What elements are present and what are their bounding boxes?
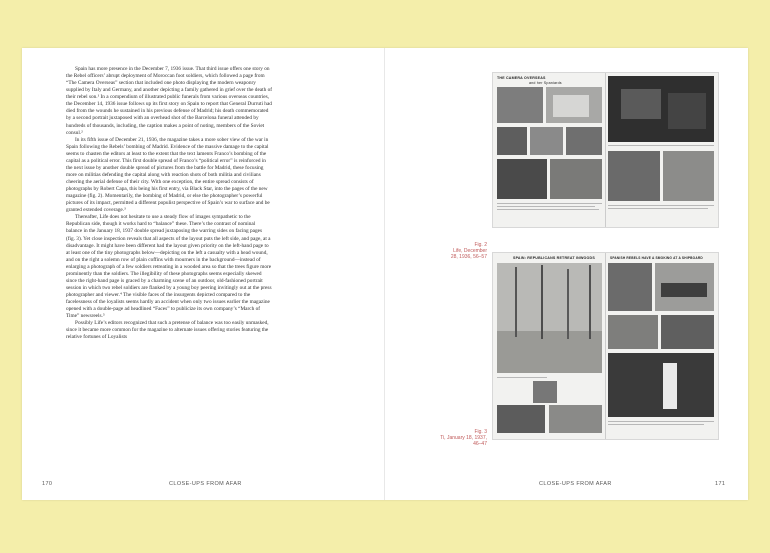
tree-trunk [589,265,591,339]
text-line [497,377,547,378]
tree-trunk [515,267,517,337]
photo-coffins [549,405,602,433]
photo-detail [668,93,706,129]
text-line [497,203,602,204]
fig2-caption-text: Life, December 28, 1936, 56–57 [450,248,487,261]
fig3-magazine-spread [492,252,719,440]
photo [566,127,602,155]
paragraph: Thereafter, Life does not hesitate to use a steady flow of images sympathetic to the Republican side, though it works hard to “balance” these. There’s the contrast of nominal balance in the January 18, 1937 double spread juxtaposing the warring sides on facing pages (fig. 3). Yet close inspection reveals that all aspects of the layout puts the left side, and page, at a disadvantage. It might have been different had the layout given priority on the left-hand page to at least one of the tiny photographs below—depicting on the left a casualty with a head wound, and on the right a solemn row of plain coffins with mourners in the background—instead of enlarging a photograph of a few soldiers retreating in a wooded area so that the trees figure more prominently than the soldiers. The illegibility of these photographs seems especially skewed since the right-hand page is graced by a charming scene of an outdoor, old-fashioned portrait session in which two rebel soldiers are flanked by a young boy peering invitingly out at the press photographer and viewer.⁴ The visible faces of the insurgents depicted compared to the facelessness of the loyalists seems hardly an accident when only two issues earlier the magazine opened with a double-page ad headlined “Faces” to publicize its own company’s “March of Time” newsreels.⁵ [66,214,272,320]
photo [497,87,543,123]
fig3-caption-number: Fig. 3 [474,429,487,435]
book-spread [22,48,748,500]
fig2-left-subtitle: and her Spaniards [529,81,562,85]
photo [608,315,658,349]
photo [530,127,563,155]
photo [550,159,602,199]
photo [533,381,557,403]
photo [497,159,547,199]
photo-portrait-session [608,263,652,311]
body-text [66,66,272,458]
fig2-magazine-spread [492,72,719,228]
photo-woods-ground [497,331,602,373]
photo [661,315,714,349]
running-head-left: CLOSE-UPS FROM AFAR [169,481,242,487]
text-line [608,421,714,422]
tree-trunk [567,269,569,339]
tree-trunk [541,265,543,339]
paragraph: In its fifth issue of December 21, 1936, the magazine takes a more sober view of the war in Spain following the Rebels’ bombing of Madrid. Evidence of the massive damage to the capital seems to chasten the editors at least to the extent that the text laments Franco’s bombing of the capital as a political error. This first double spread of Franco’s “political error” is reinforced in the next issue by another double spread of pictures from the battle for Madrid, these focusing more on militias defending the capital along with reaction shots of both militia and civilians cheering the aerial defense of their city. With one exception, the entire spread consists of photographs by Robert Capa, this being his first entry, via Black Star, into the pages of the new magazine (fig. 2). Momentarily, the bombing of Madrid, or else the photographer’s powerful pictures of its impact, permitted a different populist perspective of Spain’s war to surface and be granted extended coverage.³ [66,136,270,214]
page-number-right: 171 [715,481,726,487]
fig3-caption [435,429,487,448]
text-line [497,209,599,210]
text-line [497,206,595,207]
paragraph: Spain has more presence in the December 7, 1936 issue. That third issue offers one story on the Rebel officers’ abrupt deployment of Moroccan foot soldiers, which followed a page from “The Camera Overseas” section that included one photo displaying the modern weaponry supplied by Italy and Germany, and another depicting a family gathered in grief over the death of their rebel son.¹ In a compendium of illustrated public funerals from various overseas countries, the December 14, 1936 issue follows up its first story on Spain to report that General Durruti had died from the wounds he sustained in his previous defense of Madrid; his death commemorated by a second portrait juxtaposed with an overhead shot of the Barcelona funeral attended by hundreds of thousands, including, the caption makes a point of noting, members of the Soviet consul.² [66,66,272,136]
right-page [385,48,748,500]
fig3-left-title: SPAIN: REPUBLICANS RETREAT INWOODS [513,256,595,260]
fig3-fold [605,253,606,439]
photo [608,151,660,201]
text-line [608,205,714,206]
text-line [608,145,714,146]
text-line [608,208,708,209]
running-head-right: CLOSE-UPS FROM AFAR [539,481,612,487]
photo-figure [663,363,677,409]
fig2-fold [605,73,606,227]
photo-soldiers [608,353,714,417]
text-line [608,424,704,425]
ship-hull [661,283,707,297]
fig3-right-title: SPANISH REBELS HAVE A SMOKING AT A SHIPBOARD [610,256,703,260]
photo-detail [621,89,661,119]
photo [663,151,714,201]
fig2-caption-number: Fig. 2 [474,242,487,248]
photo [497,127,527,155]
fig2-caption [447,242,487,261]
fig3-caption-text: Ti, January 18, 1937, 46–47 [440,435,487,448]
paragraph: Possibly Life’s editors recognized that such a pretense of balance was too easily unmasked, since it became more common for the magazine to alternate issues offering stories featuring the relative fortunes of Loyalists [66,320,269,341]
fig2-left-title: THE CAMERA OVERSEAS [497,76,546,80]
left-page [22,48,385,500]
page-number-left: 170 [42,481,53,487]
photo-casualty [497,405,545,433]
photo-building [553,95,589,117]
